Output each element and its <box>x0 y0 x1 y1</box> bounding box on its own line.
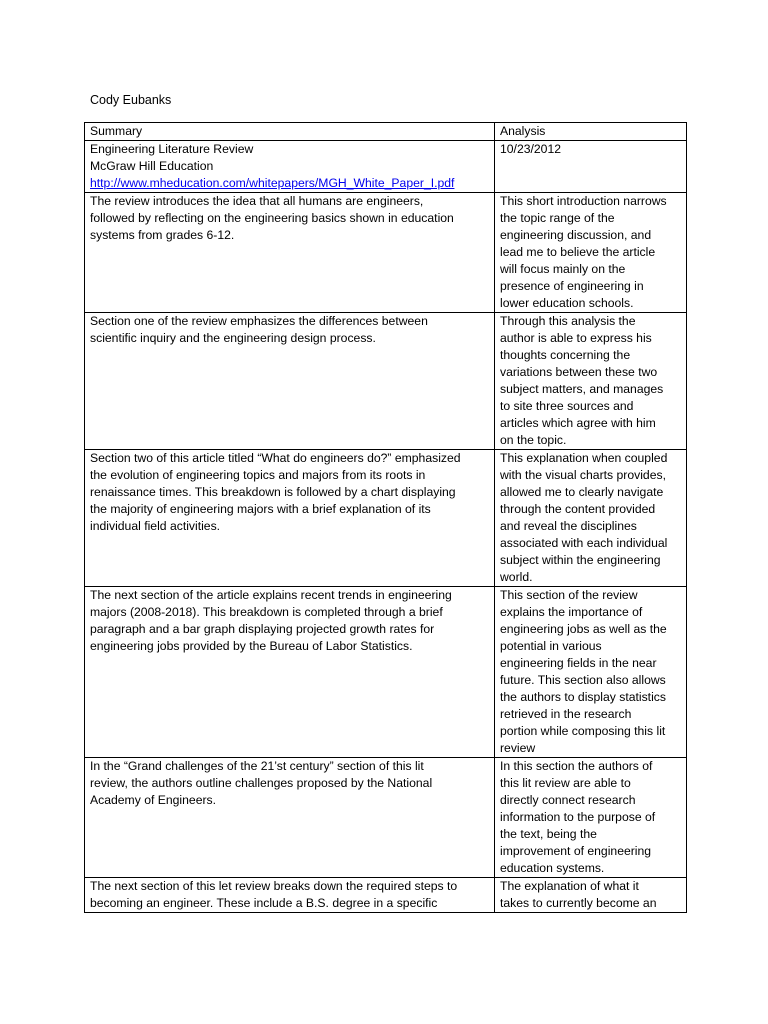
summary-cell: Section two of this article titled “What do engineers do?” emphasized the evolution of engineering topics and majors from its roots in renaissance times. This breakdown is followed by a chart displaying the majority of engineering majors with a brief explanation of its individual field activities. <box>85 450 495 587</box>
author-name: Cody Eubanks <box>90 93 172 107</box>
literature-review-table <box>84 122 687 913</box>
source-cell <box>85 141 495 193</box>
summary-cell: In the “Grand challenges of the 21’st century” section of this lit review, the authors outline challenges proposed by the National Academy of Engineers. <box>85 758 495 878</box>
table-row <box>85 878 687 913</box>
table-row-source <box>85 141 687 193</box>
table-row <box>85 450 687 587</box>
table-row <box>85 313 687 450</box>
summary-cell: The next section of this let review breaks down the required steps to becoming an engineer. These include a B.S. degree in a specific <box>85 878 495 913</box>
header-analysis: Analysis <box>495 123 687 141</box>
source-publisher: McGraw Hill Education <box>90 158 214 173</box>
analysis-cell: This explanation when coupled with the visual charts provides, allowed me to clearly navigate through the content provided and reveal the disciplines associated with each individual subject within the engineering world. <box>495 450 687 587</box>
header-summary: Summary <box>85 123 495 141</box>
table-row <box>85 193 687 313</box>
table-row <box>85 587 687 758</box>
analysis-cell: This short introduction narrows the topic range of the engineering discussion, and lead me to believe the article will focus mainly on the presence of engineering in lower education schools. <box>495 193 687 313</box>
summary-cell: Section one of the review emphasizes the differences between scientific inquiry and the engineering design process. <box>85 313 495 450</box>
summary-cell: The review introduces the idea that all humans are engineers, followed by reflecting on the engineering basics shown in education systems from grades 6-12. <box>85 193 495 313</box>
analysis-cell: The explanation of what it takes to currently become an <box>495 878 687 913</box>
analysis-cell: Through this analysis the author is able to express his thoughts concerning the variations between these two subject matters, and manages to site three sources and articles which agree with him on the topic. <box>495 313 687 450</box>
table-header-row <box>85 123 687 141</box>
summary-cell: The next section of the article explains recent trends in engineering majors (2008-2018). This breakdown is completed through a brief paragraph and a bar graph displaying projected growth rates for engineering jobs provided by the Bureau of Labor Statistics. <box>85 587 495 758</box>
source-title: Engineering Literature Review <box>90 142 254 156</box>
source-date: 10/23/2012 <box>495 141 687 193</box>
analysis-cell: This section of the review explains the importance of engineering jobs as well as the potential in various engineering fields in the near future. This section also allows the authors to display statistics retrieved in the research portion while composing this lit review <box>495 587 687 758</box>
table-row <box>85 758 687 878</box>
source-url-link[interactable]: http://www.mheducation.com/whitepapers/MGH_White_Paper_I.pdf <box>90 175 455 190</box>
analysis-cell: In this section the authors of this lit review are able to directly connect research information to the purpose of the text, being the improvement of engineering education systems. <box>495 758 687 878</box>
